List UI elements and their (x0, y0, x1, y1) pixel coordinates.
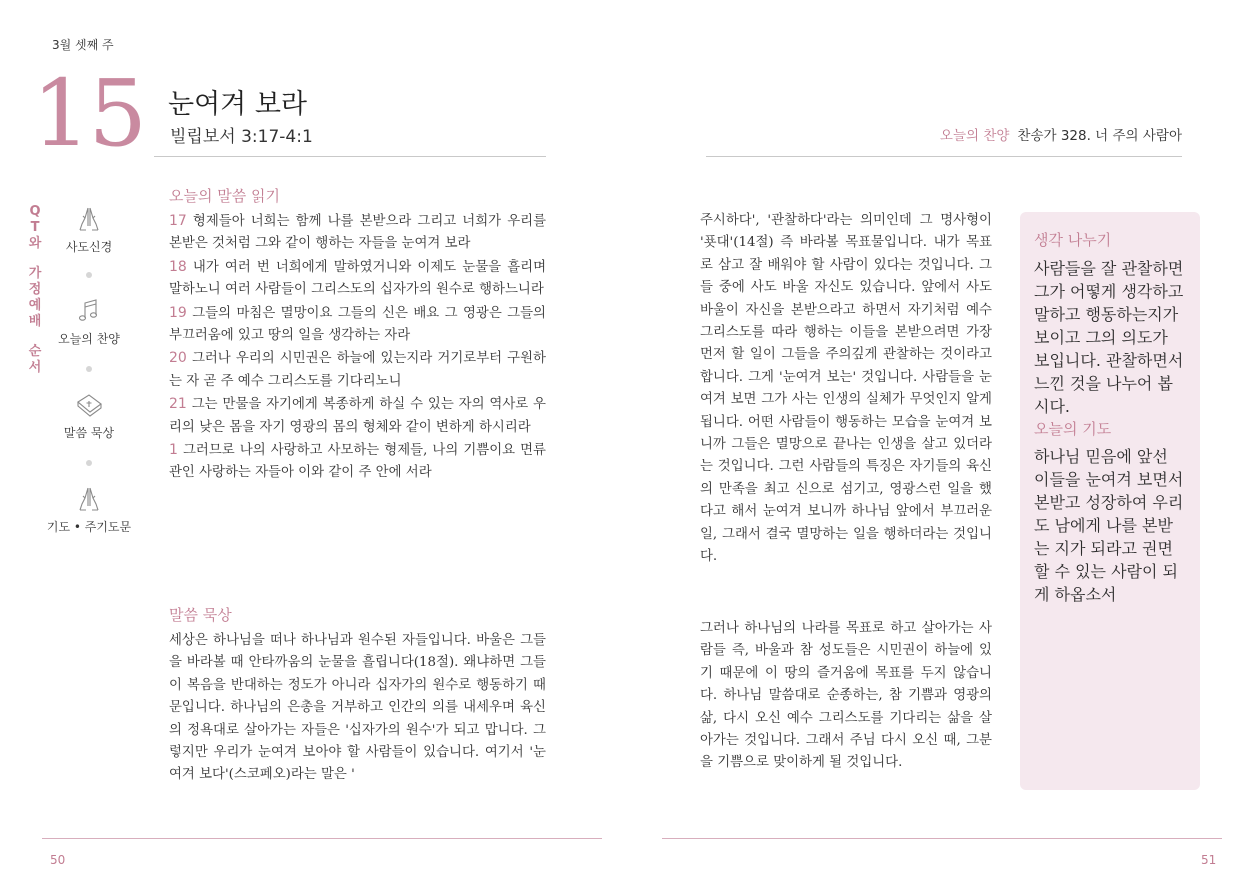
music-note-icon (74, 296, 104, 326)
divider-dot (86, 272, 92, 278)
vertical-section-title: Q T 와 가 정 예 배 순 서 (28, 204, 42, 375)
verse: 18 내가 여러 번 너희에게 말하였거니와 이제도 눈물을 흘리며 말하노니 여러 사람들이 그리스도의 십자가의 원수로 행하느니라 (169, 258, 546, 298)
page-title: 눈여겨 보라 (168, 89, 307, 120)
meditation-paragraph-2: 주시하다', '관찰하다'라는 의미인데 그 명사형이 '푯대'(14절) 즉 바라볼 목표물입니다. 내가 목표로 삼고 잘 배워야 할 사람이 있다는 것입니다. 그들 중에 사도 바울 자신도 있습니다. 앞에서 사도 바울이 자신을 본받으라고 하면서 자기처럼 예수 그리스도를 따라 행하는 이들을 본받으려면 가장 먼저 할 일이 그들을 주의깊게 관찰하는 것이라고 합니다. 그게 '눈여겨 보는' 것입니다. 사람들을 눈여겨 보면 그가 사는 인생의 실체가 무엇인지 알게 됩니다. 어떤 사람들이 행동하는 모습을 눈여겨 보니까 그들은 멸망으로 끝나는 인생을 살고 있더라는 것입니다. 그런 사람들의 특징은 자기들의 육신의 만족을 최고 신으로 섬기고, 영광스런 일을 했다고 해서 눈여겨 보니까 하나님 앞에서 부끄러운 일, 그래서 결국 멸망하는 일을 행하더라는 것입니다. (700, 213, 992, 565)
sidebar-item-label: 오늘의 찬양 (58, 332, 120, 346)
meditation-paragraph-1: 세상은 하나님을 떠나 하나님과 원수된 자들입니다. 바울은 그들을 바라볼 때 안타까움의 눈물을 흘립니다(18절). 왜냐하면 그들이 복음을 반대하는 정도가 아니라 십자가의 원수로 행동하기 때문입니다. 하나님의 은총을 거부하고 인간의 의를 내세우며 육신의 정욕대로 살아가는 자들은 '십자가의 원수'가 되고 맙니다. 그렇지만 우리가 눈여겨 보아야 할 사람들이 있습니다. 여기서 '눈여겨 보다'(스코페오)라는 말은 ' (169, 633, 546, 783)
meditation-heading: 말씀 묵상 (169, 606, 232, 624)
meditation-paragraph-3: 그러나 하나님의 나라를 목표로 하고 살아가는 사람들 즉, 바울과 참 성도들은 시민권이 하늘에 있기 때문에 이 땅의 즐거움에 목표를 두지 않습니다. 하나님 말씀대로 순종하는, 참 기쁨과 영광의 삶, 다시 오신 예수 그리스도를 기다리는 삶을 살아가는 것입니다. 그래서 주님 다시 오신 때, 그분을 기쁨으로 맞이하게 될 것입니다. (700, 621, 992, 771)
verse: 17 형제들아 너희는 함께 나를 본받으라 그리고 너희가 우리를 본받은 것처럼 그와 같이 행하는 자들을 눈여겨 보라 (169, 213, 546, 252)
verse: 21 그는 만물을 자기에게 복종하게 하실 수 있는 자의 역사로 우리의 낮은 몸을 자기 영광의 몸의 형체와 같이 변하게 하시리라 (169, 396, 546, 435)
sidebar-item-prayer (44, 484, 134, 535)
verse-number: 20 (169, 350, 187, 367)
verse-number: 1 (169, 442, 178, 459)
footer-rule-left (42, 838, 602, 839)
share-heading: 생각 나누기 (1034, 231, 1112, 249)
hymn-title: 찬송가 328. 너 주의 사람아 (1017, 128, 1182, 144)
verse-number: 19 (169, 304, 187, 321)
hymn-label: 오늘의 찬양 (939, 128, 1010, 144)
sidebar-item-meditation (44, 390, 134, 441)
verse-number: 17 (169, 213, 187, 229)
day-number: 15 (32, 60, 146, 167)
divider-dot (86, 460, 92, 466)
page-number-right: 51 (1201, 853, 1217, 867)
reading-verses (169, 210, 546, 485)
hymn-info (940, 124, 1182, 144)
verse: 20 그러나 우리의 시민권은 하늘에 있는지라 거기로부터 구원하는 자 곧 주 예수 그리스도를 기다리노니 (169, 350, 546, 389)
sidebar-item-label: 기도 • 주기도문 (46, 520, 132, 534)
verse: 1 그러므로 나의 사랑하고 사모하는 형제들, 나의 기쁨이요 면류관인 사랑하는 자들아 이와 같이 주 안에 서라 (169, 442, 546, 481)
verse: 19 그들의 마침은 멸망이요 그들의 신은 배요 그 영광은 그들의 부끄러움에 있고 땅의 일을 생각하는 자라 (169, 304, 546, 344)
sidebar-item-hymn (44, 296, 134, 347)
footer-rule-right (662, 838, 1222, 839)
praying-hands-icon (74, 204, 104, 234)
reading-heading: 오늘의 말씀 읽기 (169, 187, 280, 205)
sidebar-item-creed (44, 204, 134, 255)
page-number-left: 50 (50, 853, 66, 867)
bible-icon (74, 390, 104, 420)
prayer-text: 하나님 믿음에 앞선 이들을 눈여겨 보면서 본받고 성장하여 우리도 남에게 나를 본받는 지가 되라고 권면할 수 있는 사람이 되게 하옵소서 (1034, 447, 1184, 604)
share-text: 사람들을 잘 관찰하면 그가 어떻게 생각하고 말하고 행동하는지가 보이고 그의 의도가 보입니다. 관찰하면서 느낀 것을 나누어 봅시다. (1034, 259, 1184, 416)
verse-number: 21 (169, 396, 187, 413)
week-label: 3월 셋째 주 (52, 38, 114, 52)
praying-hands-icon (74, 484, 104, 514)
sidebar-item-label: 말씀 묵상 (63, 426, 115, 440)
sidebar-item-label: 사도신경 (65, 240, 113, 254)
verse-number: 18 (169, 258, 187, 275)
prayer-heading: 오늘의 기도 (1034, 420, 1112, 438)
header-divider-left (154, 156, 546, 157)
scripture-reference: 빌립보서 3:17-4:1 (170, 127, 313, 147)
divider-dot (86, 366, 92, 372)
header-divider-right (706, 156, 1182, 157)
